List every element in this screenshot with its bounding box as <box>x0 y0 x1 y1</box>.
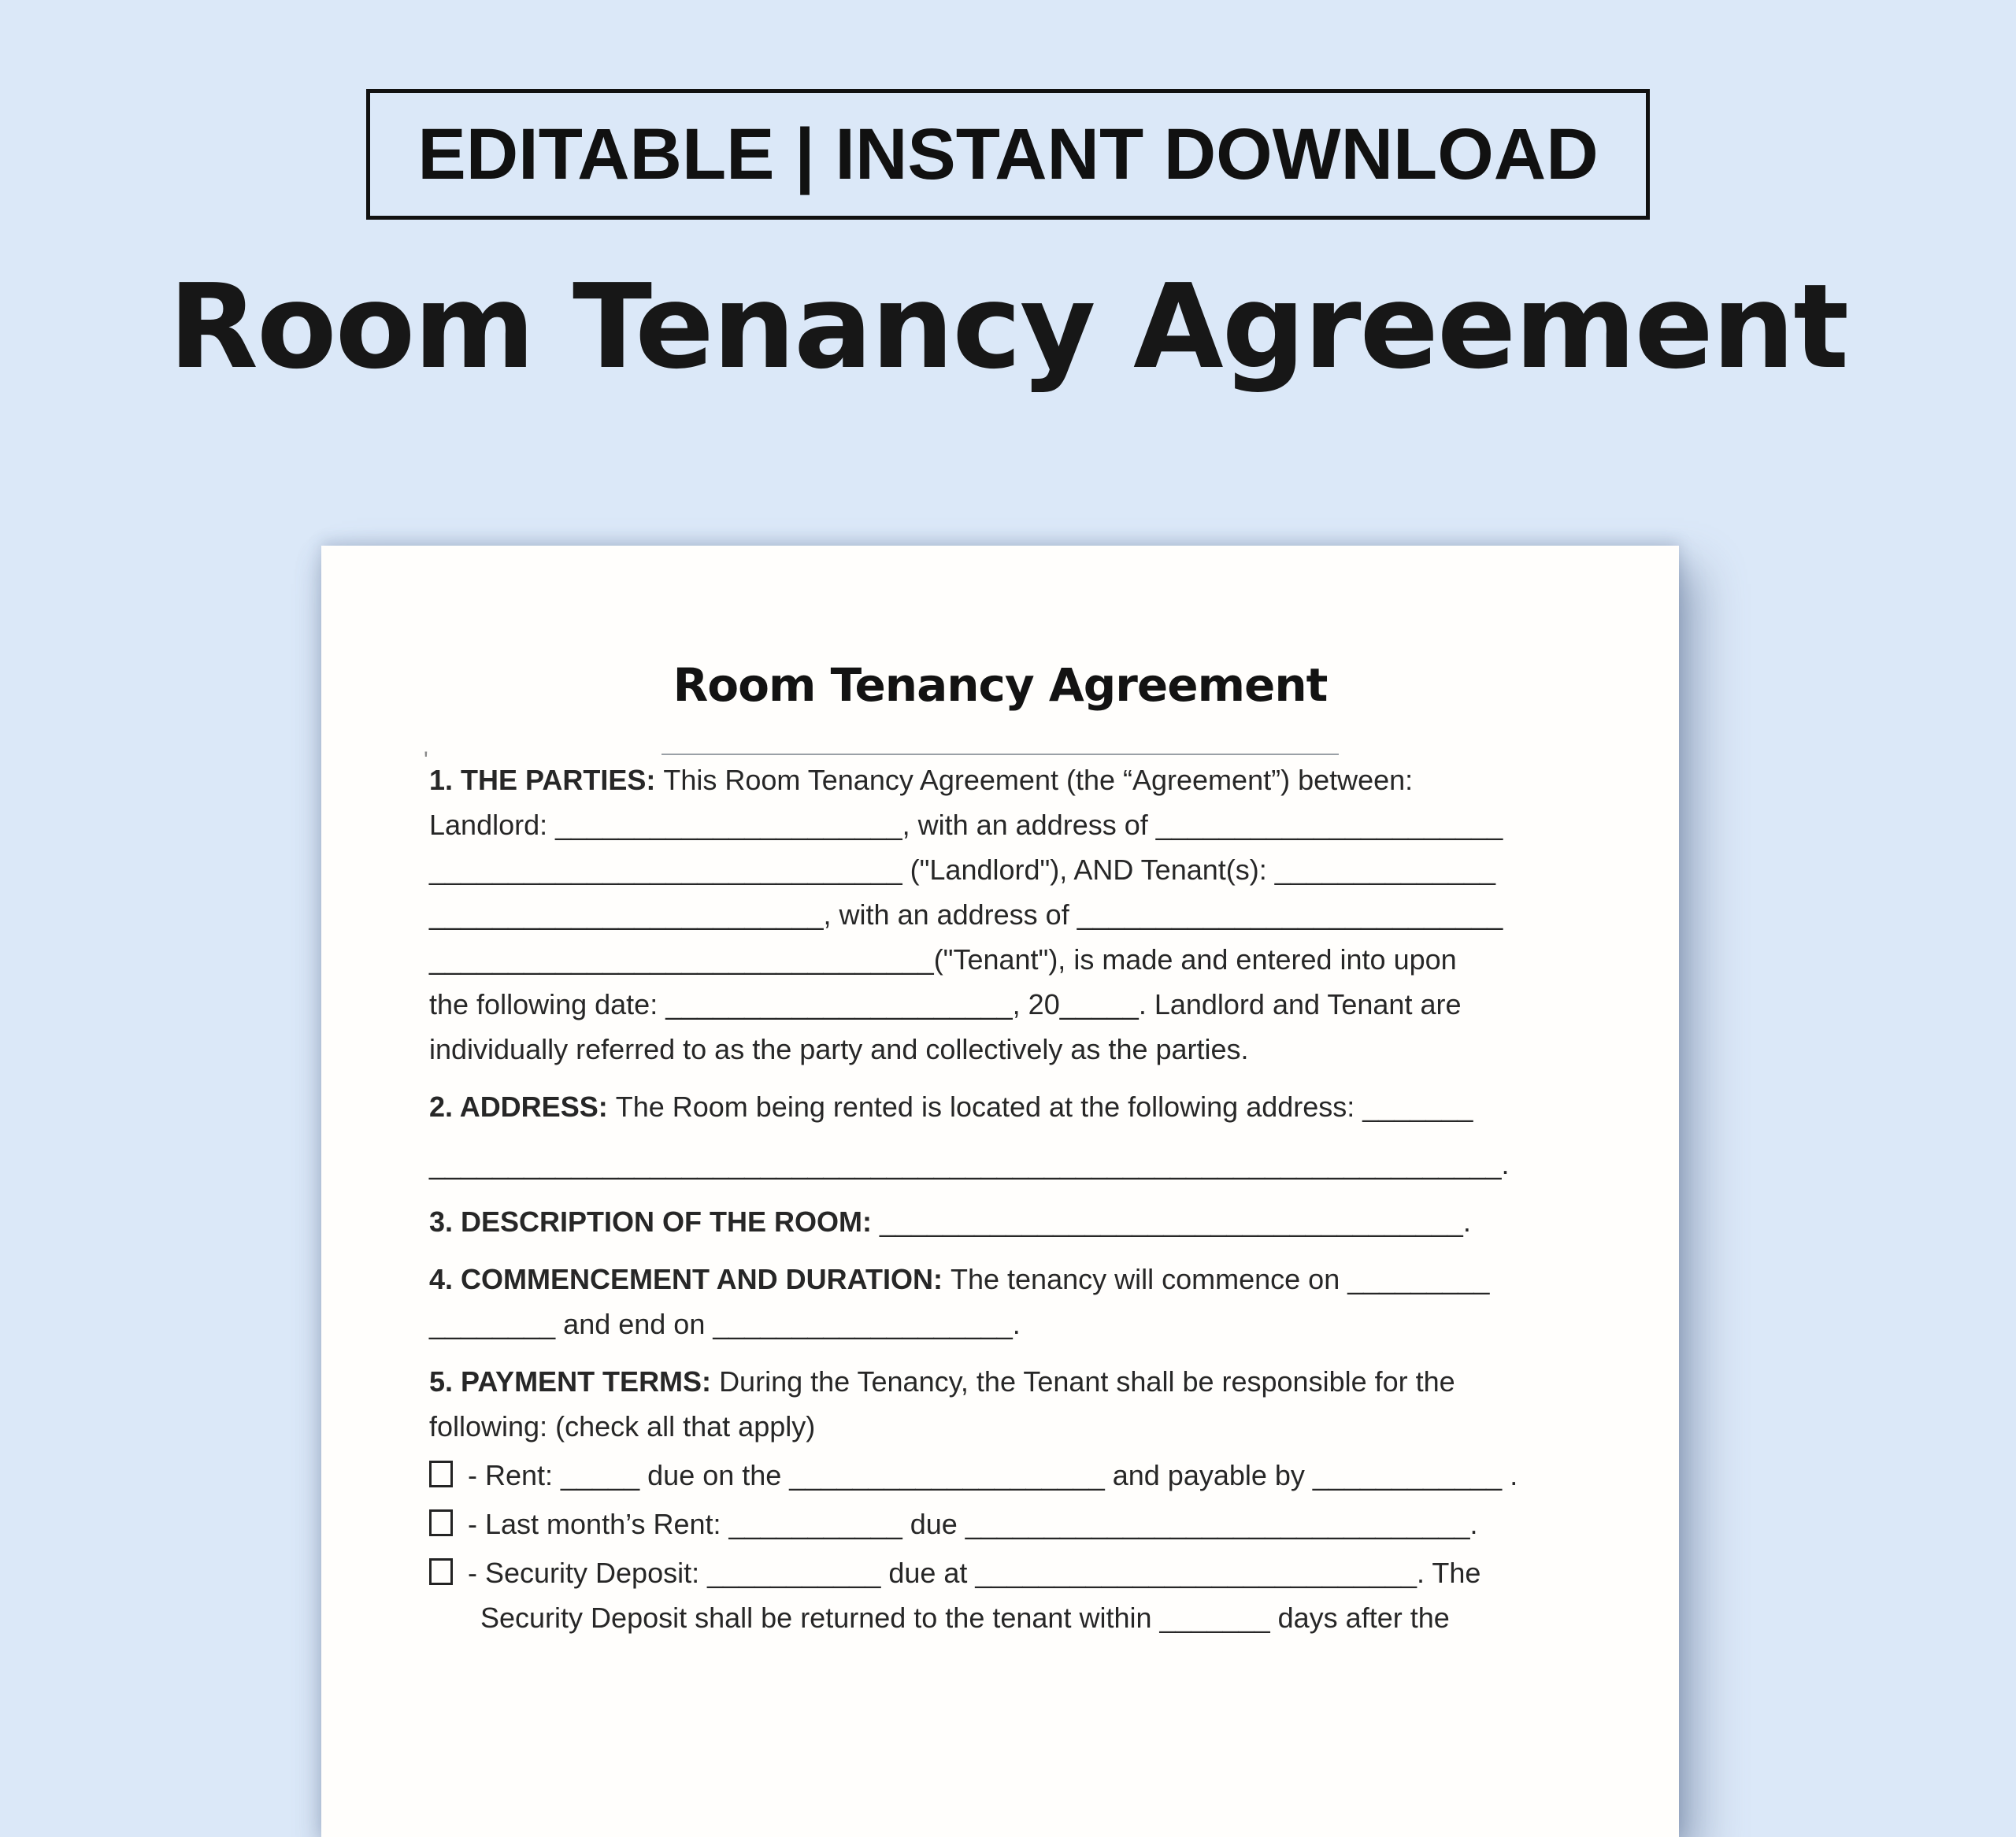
doc-line <box>429 982 1553 1027</box>
doc-line <box>429 1404 1553 1449</box>
document-page <box>321 546 1679 1837</box>
doc-line <box>429 892 1553 937</box>
doc-text-bold: 1. THE PARTIES: <box>429 763 664 796</box>
document-body <box>321 757 1679 1640</box>
doc-text-bold: 5. PAYMENT TERMS: <box>429 1365 720 1398</box>
doc-line <box>429 1453 1553 1498</box>
doc-text: - Rent: _____ due on the ____________________ and payable by ____________ . <box>460 1458 1518 1491</box>
checkbox-icon <box>429 1558 453 1585</box>
editable-instant-download-badge <box>366 89 1650 220</box>
doc-line <box>429 757 1553 802</box>
doc-text: - Last month’s Rent: ___________ due ________________________________. <box>460 1507 1478 1540</box>
doc-text: The tenancy will commence on _________ <box>950 1262 1490 1295</box>
doc-text-bold: 4. COMMENCEMENT AND DURATION: <box>429 1262 951 1295</box>
title-divider <box>662 754 1339 755</box>
doc-line <box>429 937 1553 982</box>
badge-label: EDITABLE | INSTANT DOWNLOAD <box>417 113 1599 194</box>
doc-text: Landlord: ______________________, with an address of ______________________ <box>429 808 1503 841</box>
doc-text: - Security Deposit: ___________ due at ____________________________. The <box>460 1556 1481 1589</box>
doc-line <box>429 1302 1553 1346</box>
checkbox-icon <box>429 1509 453 1536</box>
doc-line <box>429 1027 1553 1072</box>
doc-text: _________________________, with an address of ___________________________ <box>429 898 1503 931</box>
doc-text: The Room being rented is located at the following address: _______ <box>615 1090 1473 1123</box>
doc-text: This Room Tenancy Agreement (the “Agreement”) between: <box>663 763 1414 796</box>
doc-line <box>429 1257 1553 1302</box>
doc-line <box>429 1084 1553 1129</box>
doc-line <box>429 1595 1553 1640</box>
doc-text: ________________________________("Tenant"), is made and entered into upon <box>429 943 1457 976</box>
doc-text: following: (check all that apply) <box>429 1409 816 1443</box>
doc-text: ____________________________________________________________________. <box>429 1147 1510 1180</box>
doc-text: ______________________________ ("Landlord"), AND Tenant(s): ______________ <box>429 853 1496 886</box>
doc-text: the following date: ______________________, 20_____. Landlord and Tenant are <box>429 987 1462 1020</box>
doc-line <box>429 1550 1553 1595</box>
doc-text-bold: 3. DESCRIPTION OF THE ROOM: <box>429 1205 880 1238</box>
doc-line <box>429 1502 1553 1546</box>
doc-text: During the Tenancy, the Tenant shall be responsible for the <box>719 1365 1455 1398</box>
doc-line <box>429 1359 1553 1404</box>
stray-mark: ' <box>424 747 428 773</box>
doc-line <box>429 802 1553 847</box>
doc-line <box>429 1199 1553 1244</box>
doc-text-bold: 2. ADDRESS: <box>429 1090 616 1123</box>
doc-line <box>429 847 1553 892</box>
document-title: Room Tenancy Agreement <box>673 658 1328 712</box>
doc-text: individually referred to as the party and collectively as the parties. <box>429 1032 1249 1065</box>
doc-text: _____________________________________. <box>880 1205 1471 1238</box>
doc-line <box>429 1142 1553 1187</box>
checkbox-icon <box>429 1461 453 1487</box>
hero-title: Room Tenancy Agreement <box>169 259 1847 394</box>
doc-text: ________ and end on ___________________. <box>429 1307 1021 1340</box>
doc-text: Security Deposit shall be returned to the tenant within _______ days after the <box>480 1601 1450 1634</box>
